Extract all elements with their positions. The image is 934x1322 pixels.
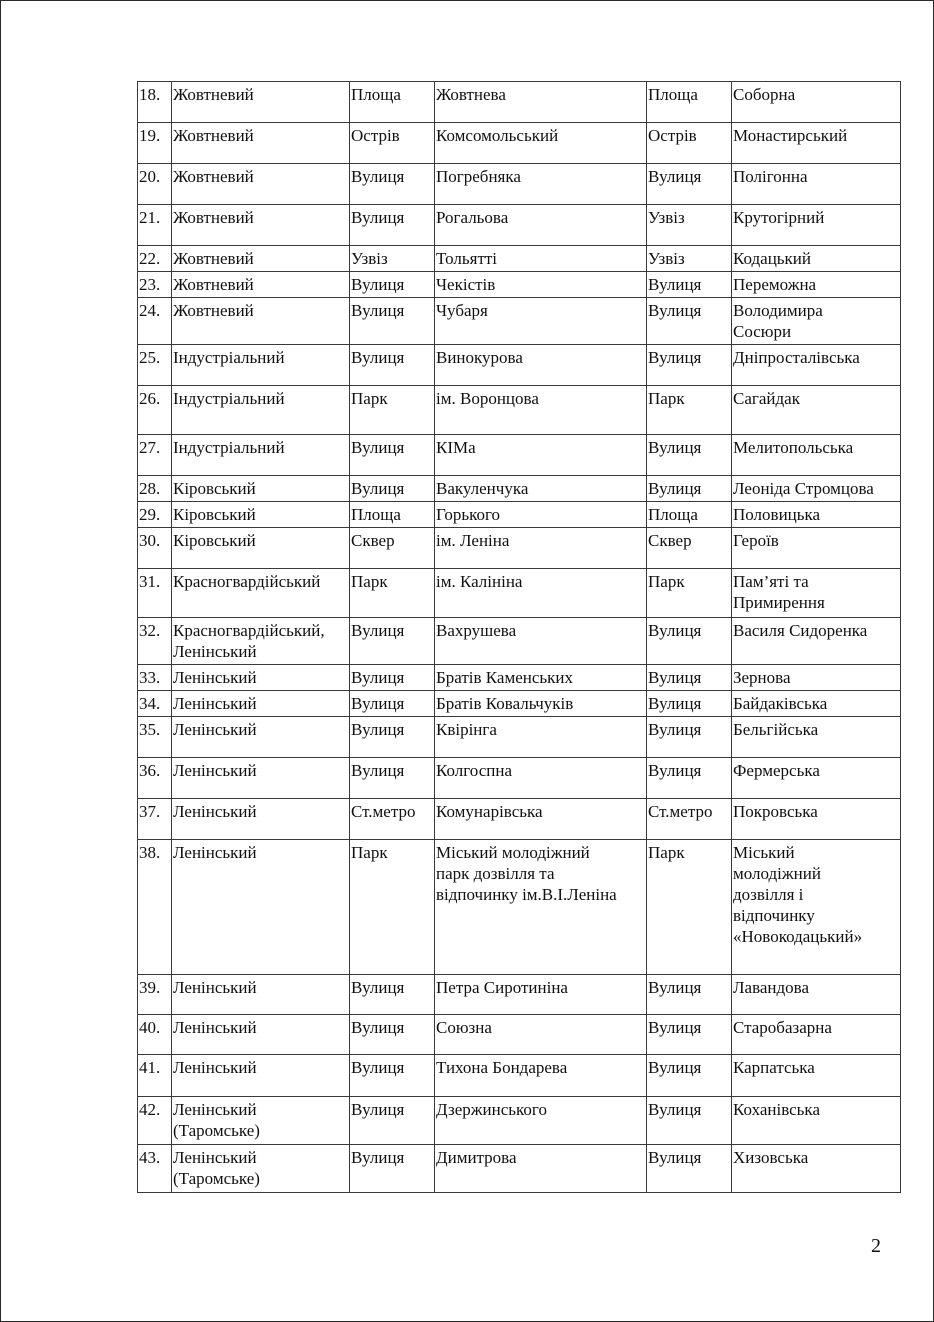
page-number: 2 xyxy=(871,1235,881,1257)
new-name-cell: Байдаківська xyxy=(732,691,901,717)
new-object-type-cell: Узвіз xyxy=(647,246,732,272)
old-object-type-cell: Вулиця xyxy=(350,1015,435,1055)
old-name-cell: Квірінга xyxy=(435,717,647,758)
new-object-type-cell: Вулиця xyxy=(647,1145,732,1193)
district-cell: Жовтневий xyxy=(172,164,350,205)
old-name-cell: Тихона Бондарева xyxy=(435,1055,647,1097)
row-number-cell: 38. xyxy=(138,840,172,975)
old-name-cell: Жовтнева xyxy=(435,82,647,123)
row-number-cell: 29. xyxy=(138,502,172,528)
old-object-type-cell: Вулиця xyxy=(350,205,435,246)
district-cell: Індустріальний xyxy=(172,435,350,476)
old-name-cell: Рогальова xyxy=(435,205,647,246)
table-row xyxy=(138,1097,901,1145)
district-cell: Ленінський xyxy=(172,665,350,691)
table-row xyxy=(138,691,901,717)
district-cell: Ленінський xyxy=(172,1015,350,1055)
new-object-type-cell: Парк xyxy=(647,569,732,618)
old-name-cell: ім. Леніна xyxy=(435,528,647,569)
old-object-type-cell: Парк xyxy=(350,386,435,435)
table-row xyxy=(138,758,901,799)
old-object-type-cell: Парк xyxy=(350,569,435,618)
old-object-type-cell: Вулиця xyxy=(350,717,435,758)
old-object-type-cell: Вулиця xyxy=(350,758,435,799)
new-name-cell: Бельгійська xyxy=(732,717,901,758)
new-object-type-cell: Вулиця xyxy=(647,691,732,717)
old-name-cell: Петра Сиротиніна xyxy=(435,975,647,1015)
old-name-cell: Винокурова xyxy=(435,345,647,386)
district-cell: Жовтневий xyxy=(172,82,350,123)
old-object-type-cell: Ст.метро xyxy=(350,799,435,840)
table-row xyxy=(138,205,901,246)
district-cell: Красногвардійський, Ленінський xyxy=(172,618,350,665)
old-object-type-cell: Вулиця xyxy=(350,975,435,1015)
new-name-cell: Половицька xyxy=(732,502,901,528)
new-object-type-cell: Острів xyxy=(647,123,732,164)
district-cell: Ленінський xyxy=(172,717,350,758)
district-cell: Жовтневий xyxy=(172,205,350,246)
new-name-cell: Леоніда Стромцова xyxy=(732,476,901,502)
new-object-type-cell: Вулиця xyxy=(647,272,732,298)
new-object-type-cell: Вулиця xyxy=(647,164,732,205)
row-number-cell: 18. xyxy=(138,82,172,123)
old-object-type-cell: Вулиця xyxy=(350,476,435,502)
old-object-type-cell: Вулиця xyxy=(350,435,435,476)
new-object-type-cell: Вулиця xyxy=(647,435,732,476)
new-name-cell: Мелитопольська xyxy=(732,435,901,476)
old-object-type-cell: Вулиця xyxy=(350,164,435,205)
row-number-cell: 22. xyxy=(138,246,172,272)
old-name-cell: Комунарівська xyxy=(435,799,647,840)
row-number-cell: 40. xyxy=(138,1015,172,1055)
old-object-type-cell: Площа xyxy=(350,502,435,528)
old-object-type-cell: Вулиця xyxy=(350,691,435,717)
table-row xyxy=(138,298,901,345)
table-row xyxy=(138,476,901,502)
row-number-cell: 21. xyxy=(138,205,172,246)
row-number-cell: 28. xyxy=(138,476,172,502)
table-row xyxy=(138,502,901,528)
district-cell: Кіровський xyxy=(172,528,350,569)
row-number-cell: 33. xyxy=(138,665,172,691)
old-name-cell: Вакуленчука xyxy=(435,476,647,502)
old-object-type-cell: Вулиця xyxy=(350,618,435,665)
new-name-cell: Кодацький xyxy=(732,246,901,272)
old-name-cell: Дзержинського xyxy=(435,1097,647,1145)
old-name-cell: Горького xyxy=(435,502,647,528)
new-name-cell: Міський молодіжний дозвілля і відпочинку «Новокодацький» xyxy=(732,840,901,975)
street-rename-table xyxy=(137,81,901,1193)
row-number-cell: 23. xyxy=(138,272,172,298)
new-name-cell: Героїв xyxy=(732,528,901,569)
table-row xyxy=(138,1145,901,1193)
old-object-type-cell: Сквер xyxy=(350,528,435,569)
new-object-type-cell: Вулиця xyxy=(647,476,732,502)
new-object-type-cell: Парк xyxy=(647,840,732,975)
new-object-type-cell: Вулиця xyxy=(647,665,732,691)
table-row xyxy=(138,569,901,618)
table-row xyxy=(138,345,901,386)
district-cell: Ленінський xyxy=(172,758,350,799)
district-cell: Індустріальний xyxy=(172,386,350,435)
district-cell: Красногвардійський xyxy=(172,569,350,618)
old-name-cell: ім. Калініна xyxy=(435,569,647,618)
old-object-type-cell: Площа xyxy=(350,82,435,123)
new-object-type-cell: Парк xyxy=(647,386,732,435)
new-object-type-cell: Вулиця xyxy=(647,298,732,345)
new-name-cell: Крутогірний xyxy=(732,205,901,246)
old-name-cell: Чекістів xyxy=(435,272,647,298)
new-object-type-cell: Вулиця xyxy=(647,1097,732,1145)
new-name-cell: Покровська xyxy=(732,799,901,840)
district-cell: Ленінський xyxy=(172,840,350,975)
row-number-cell: 25. xyxy=(138,345,172,386)
row-number-cell: 26. xyxy=(138,386,172,435)
new-name-cell: Дніпросталівська xyxy=(732,345,901,386)
row-number-cell: 41. xyxy=(138,1055,172,1097)
new-object-type-cell: Ст.метро xyxy=(647,799,732,840)
new-name-cell: Старобазарна xyxy=(732,1015,901,1055)
new-name-cell: Карпатська xyxy=(732,1055,901,1097)
old-name-cell: Союзна xyxy=(435,1015,647,1055)
old-object-type-cell: Вулиця xyxy=(350,1145,435,1193)
old-object-type-cell: Парк xyxy=(350,840,435,975)
district-cell: Жовтневий xyxy=(172,123,350,164)
table-row xyxy=(138,164,901,205)
new-name-cell: Фермерська xyxy=(732,758,901,799)
row-number-cell: 20. xyxy=(138,164,172,205)
new-name-cell: Полігонна xyxy=(732,164,901,205)
table-row xyxy=(138,618,901,665)
district-cell: Ленінський xyxy=(172,1055,350,1097)
old-name-cell: Димитрова xyxy=(435,1145,647,1193)
row-number-cell: 39. xyxy=(138,975,172,1015)
new-object-type-cell: Вулиця xyxy=(647,758,732,799)
new-object-type-cell: Вулиця xyxy=(647,717,732,758)
old-object-type-cell: Вулиця xyxy=(350,345,435,386)
new-object-type-cell: Вулиця xyxy=(647,1055,732,1097)
district-cell: Жовтневий xyxy=(172,246,350,272)
row-number-cell: 27. xyxy=(138,435,172,476)
table-row xyxy=(138,272,901,298)
old-name-cell: КІМа xyxy=(435,435,647,476)
new-object-type-cell: Сквер xyxy=(647,528,732,569)
old-name-cell: ім. Воронцова xyxy=(435,386,647,435)
row-number-cell: 31. xyxy=(138,569,172,618)
row-number-cell: 35. xyxy=(138,717,172,758)
new-name-cell: Переможна xyxy=(732,272,901,298)
new-name-cell: Пам’яті та Примирення xyxy=(732,569,901,618)
new-object-type-cell: Вулиця xyxy=(647,618,732,665)
district-cell: Індустріальний xyxy=(172,345,350,386)
new-name-cell: Лавандова xyxy=(732,975,901,1015)
old-object-type-cell: Острів xyxy=(350,123,435,164)
district-cell: Ленінський (Таромське) xyxy=(172,1097,350,1145)
table-row xyxy=(138,1055,901,1097)
table-row xyxy=(138,840,901,975)
old-object-type-cell: Вулиця xyxy=(350,1055,435,1097)
old-name-cell: Колгоспна xyxy=(435,758,647,799)
new-name-cell: Сагайдак xyxy=(732,386,901,435)
new-object-type-cell: Узвіз xyxy=(647,205,732,246)
old-name-cell: Погребняка xyxy=(435,164,647,205)
table-row xyxy=(138,435,901,476)
table-row xyxy=(138,975,901,1015)
district-cell: Жовтневий xyxy=(172,272,350,298)
district-cell: Ленінський xyxy=(172,691,350,717)
new-object-type-cell: Площа xyxy=(647,502,732,528)
new-object-type-cell: Вулиця xyxy=(647,975,732,1015)
new-name-cell: Василя Сидоренка xyxy=(732,618,901,665)
new-object-type-cell: Площа xyxy=(647,82,732,123)
table-row xyxy=(138,1015,901,1055)
table-row xyxy=(138,528,901,569)
old-name-cell: Вахрушева xyxy=(435,618,647,665)
district-cell: Кіровський xyxy=(172,502,350,528)
old-object-type-cell: Вулиця xyxy=(350,272,435,298)
new-name-cell: Зернова xyxy=(732,665,901,691)
old-object-type-cell: Вулиця xyxy=(350,1097,435,1145)
table-body xyxy=(138,82,901,1193)
old-name-cell: Чубаря xyxy=(435,298,647,345)
old-name-cell: Братів Каменських xyxy=(435,665,647,691)
district-cell: Кіровський xyxy=(172,476,350,502)
new-object-type-cell: Вулиця xyxy=(647,1015,732,1055)
row-number-cell: 36. xyxy=(138,758,172,799)
new-name-cell: Хизовська xyxy=(732,1145,901,1193)
old-name-cell: Комсомольський xyxy=(435,123,647,164)
new-object-type-cell: Вулиця xyxy=(647,345,732,386)
row-number-cell: 43. xyxy=(138,1145,172,1193)
old-object-type-cell: Вулиця xyxy=(350,298,435,345)
row-number-cell: 34. xyxy=(138,691,172,717)
table-row xyxy=(138,386,901,435)
table-row xyxy=(138,717,901,758)
old-name-cell: Братів Ковальчуків xyxy=(435,691,647,717)
old-name-cell: Тольятті xyxy=(435,246,647,272)
district-cell: Ленінський xyxy=(172,799,350,840)
table-row xyxy=(138,665,901,691)
table-row xyxy=(138,123,901,164)
district-cell: Ленінський (Таромське) xyxy=(172,1145,350,1193)
table-row xyxy=(138,799,901,840)
row-number-cell: 37. xyxy=(138,799,172,840)
district-cell: Ленінський xyxy=(172,975,350,1015)
old-object-type-cell: Узвіз xyxy=(350,246,435,272)
new-name-cell: Монастирський xyxy=(732,123,901,164)
table-row xyxy=(138,246,901,272)
district-cell: Жовтневий xyxy=(172,298,350,345)
old-object-type-cell: Вулиця xyxy=(350,665,435,691)
row-number-cell: 30. xyxy=(138,528,172,569)
row-number-cell: 32. xyxy=(138,618,172,665)
row-number-cell: 42. xyxy=(138,1097,172,1145)
row-number-cell: 24. xyxy=(138,298,172,345)
old-name-cell: Міський молодіжний парк дозвілля та відпочинку ім.В.І.Леніна xyxy=(435,840,647,975)
row-number-cell: 19. xyxy=(138,123,172,164)
table-row xyxy=(138,82,901,123)
new-name-cell: Коханівська xyxy=(732,1097,901,1145)
new-name-cell: Володимира Сосюри xyxy=(732,298,901,345)
new-name-cell: Соборна xyxy=(732,82,901,123)
